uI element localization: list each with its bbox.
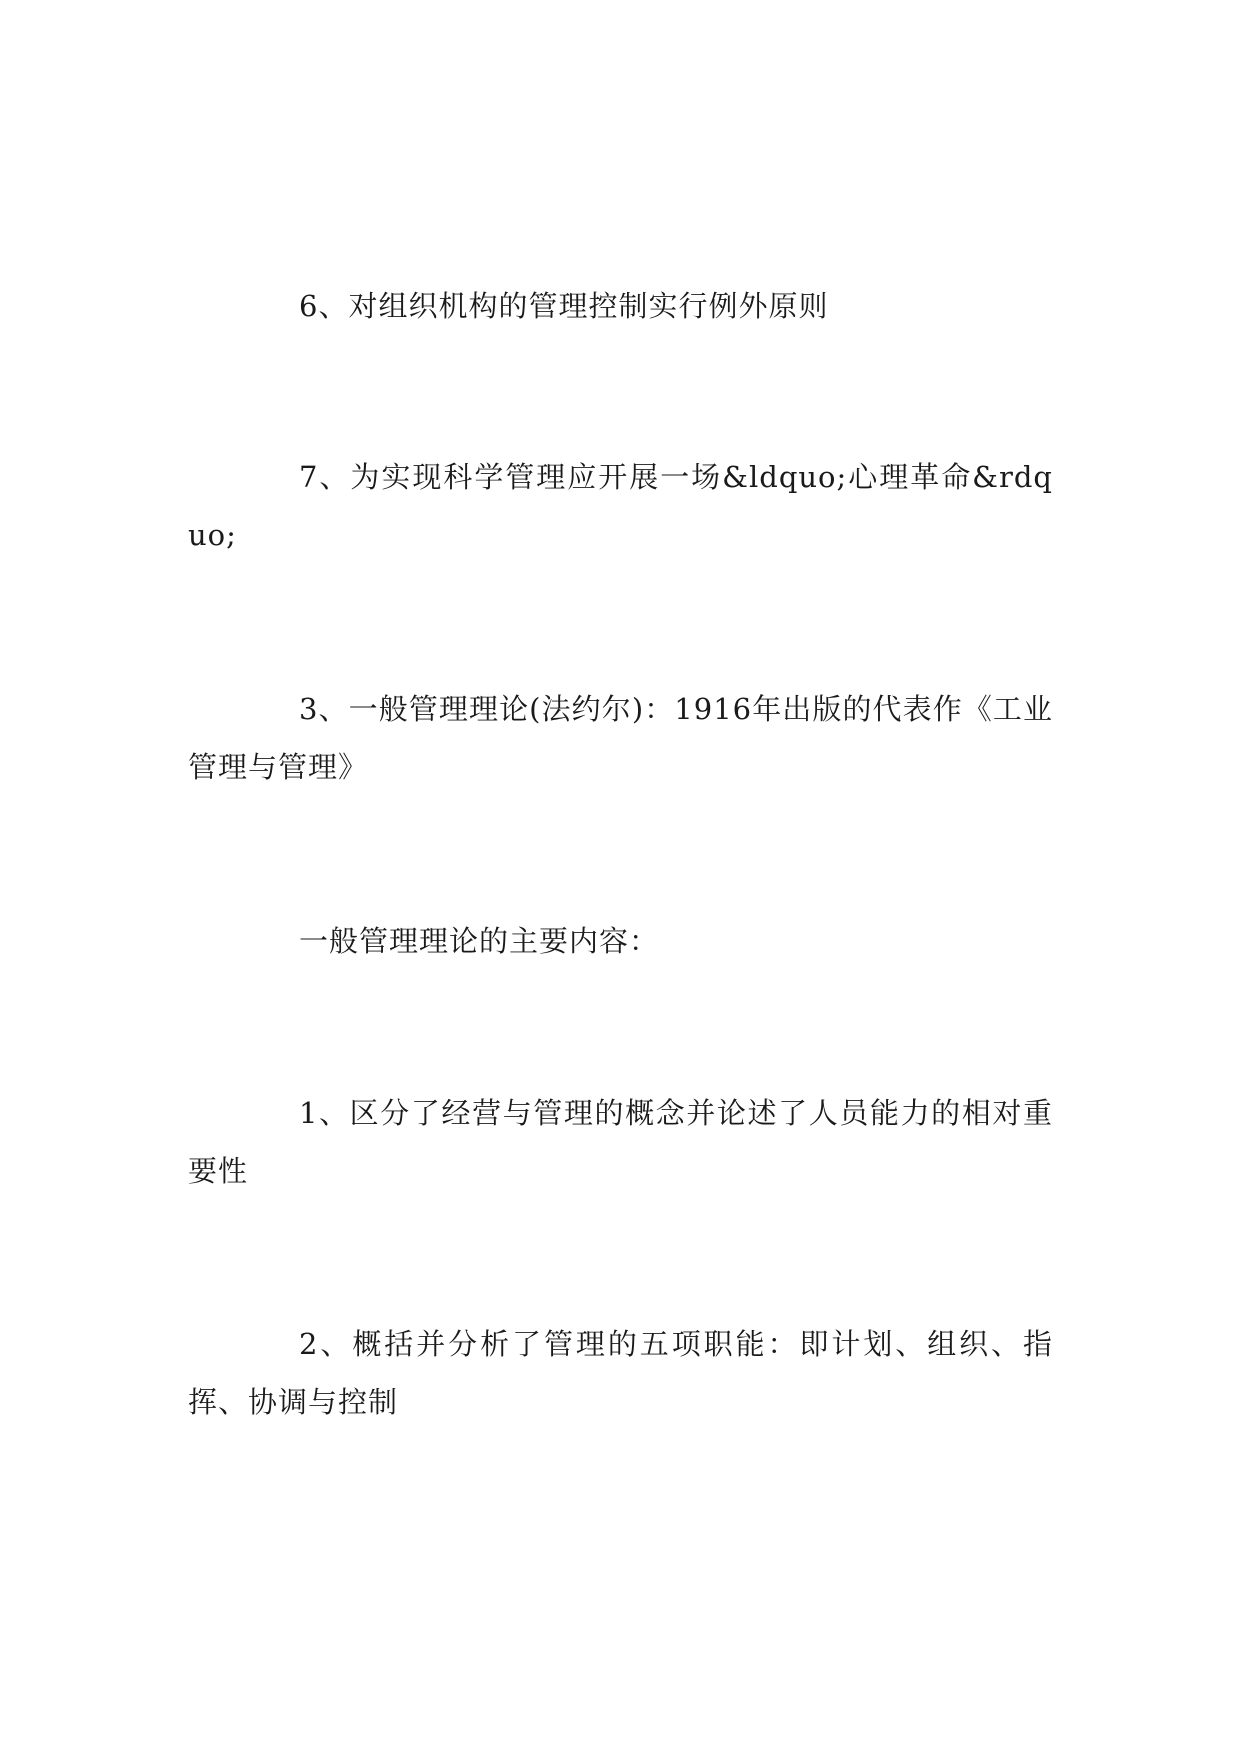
paragraph-five-functions: 2、概括并分析了管理的五项职能：即计划、组织、指挥、协调与控制 xyxy=(188,1327,1053,1419)
paragraph-management-concepts: 1、区分了经营与管理的概念并论述了人员能力的相对重要性 xyxy=(188,1096,1053,1188)
paragraph-general-management-theory: 3、一般管理理论(法约尔)：1916年出版的代表作《工业管理与管理》 xyxy=(188,692,1053,784)
paragraph-mental-revolution: 7、为实现科学管理应开展一场&ldquo;心理革命&rdquo; xyxy=(188,460,1053,552)
paragraph-main-content-heading: 一般管理理论的主要内容： xyxy=(299,924,660,958)
paragraph-exception-principle: 6、对组织机构的管理控制实行例外原则 xyxy=(299,289,829,323)
